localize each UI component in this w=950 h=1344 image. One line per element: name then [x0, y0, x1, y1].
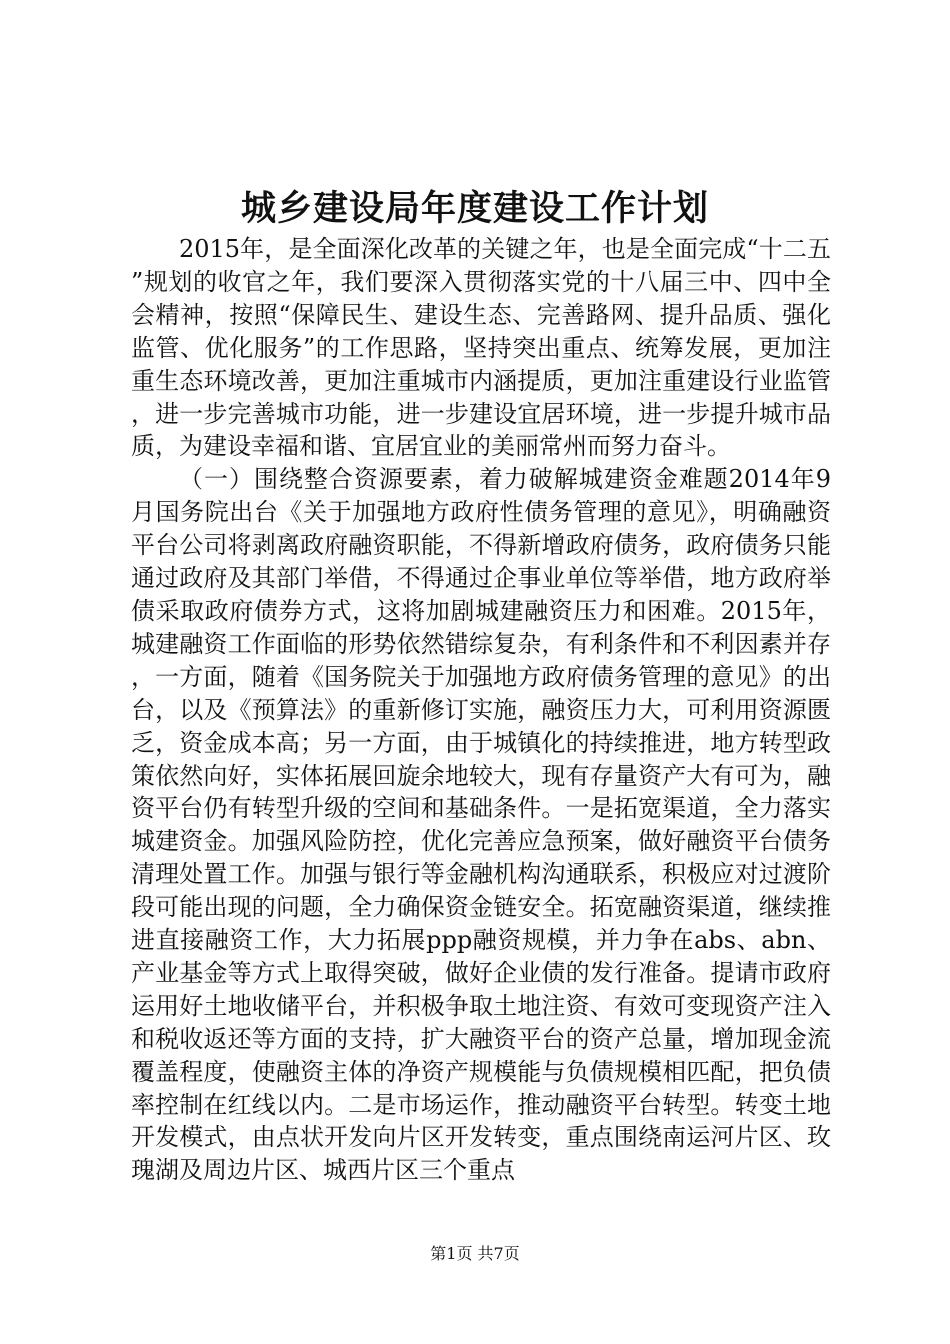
paragraph-section-one: （一）围绕整合资源要素，着力破解城建资金难题2014年9月国务院出台《关于加强地方政府性债务管理的意见》，明确融资平台公司将剥离政府融资职能，不得新增政府债务，政府债务只能通过政府及其部门举借，不得通过企事业单位等举借，地方政府举债采取政府债券方式，这将加剧城建融资压力和困难。2015年，城建融资工作面临的形势依然错综复杂，有利条件和不利因素并存，一方面，随着《国务院关于加强地方政府债务管理的意见》的出台，以及《预算法》的重新修订实施，融资压力大，可利用资源匮乏，资金成本高；另一方面，由于城镇化的持续推进，地方转型政策依然向好，实体拓展回旋余地较大，现有存量资产大有可为，融资平台仍有转型升级的空间和基础条件。一是拓宽渠道，全力落实城建资金。加强风险防控，优化完善应急预案，做好融资平台债务清理处置工作。加强与银行等金融机构沟通联系，积极应对过渡阶段可能出现的问题，全力确保资金链安全。拓宽融资渠道，继续推进直接融资工作，大力拓展ppp融资规模，并力争在abs、abn、产业基金等方式上取得突破，做好企业债的发行准备。提请市政府运用好土地收储平台，并积极争取土地注资、有效可变现资产注入和税收返还等方面的支持，扩大融资平台的资产总量，增加现金流覆盖程度，使融资主体的净资产规模能与负债规模相匹配，把负债率控制在红线以内。二是市场运作，推动融资平台转型。转变土地开发模式，由点状开发向片区开发转变，重点围绕南运河片区、玫瑰湖及周边片区、城西片区三个重点 — [131, 465, 831, 1185]
paragraph-intro: 2015年，是全面深化改革的关键之年，也是全面完成“十二五”规划的收官之年，我们要深入贯彻落实党的十八届三中、四中全会精神，按照“保障民生、建设生态、完善路网、提升品质、强化监管、优化服务”的工作思路，坚持突出重点、统筹发展，更加注重生态环境改善，更加注重城市内涵提质，更加注重建设行业监管，进一步完善城市功能，进一步建设宜居环境，进一步提升城市品质，为建设幸福和谐、宜居宜业的美丽常州而努力奋斗。 — [131, 235, 831, 461]
document-body — [131, 233, 831, 1187]
document-title: 城乡建设局年度建设工作计划 — [240, 188, 709, 229]
page-number-footer: 第1页 共7页 — [430, 1244, 520, 1263]
